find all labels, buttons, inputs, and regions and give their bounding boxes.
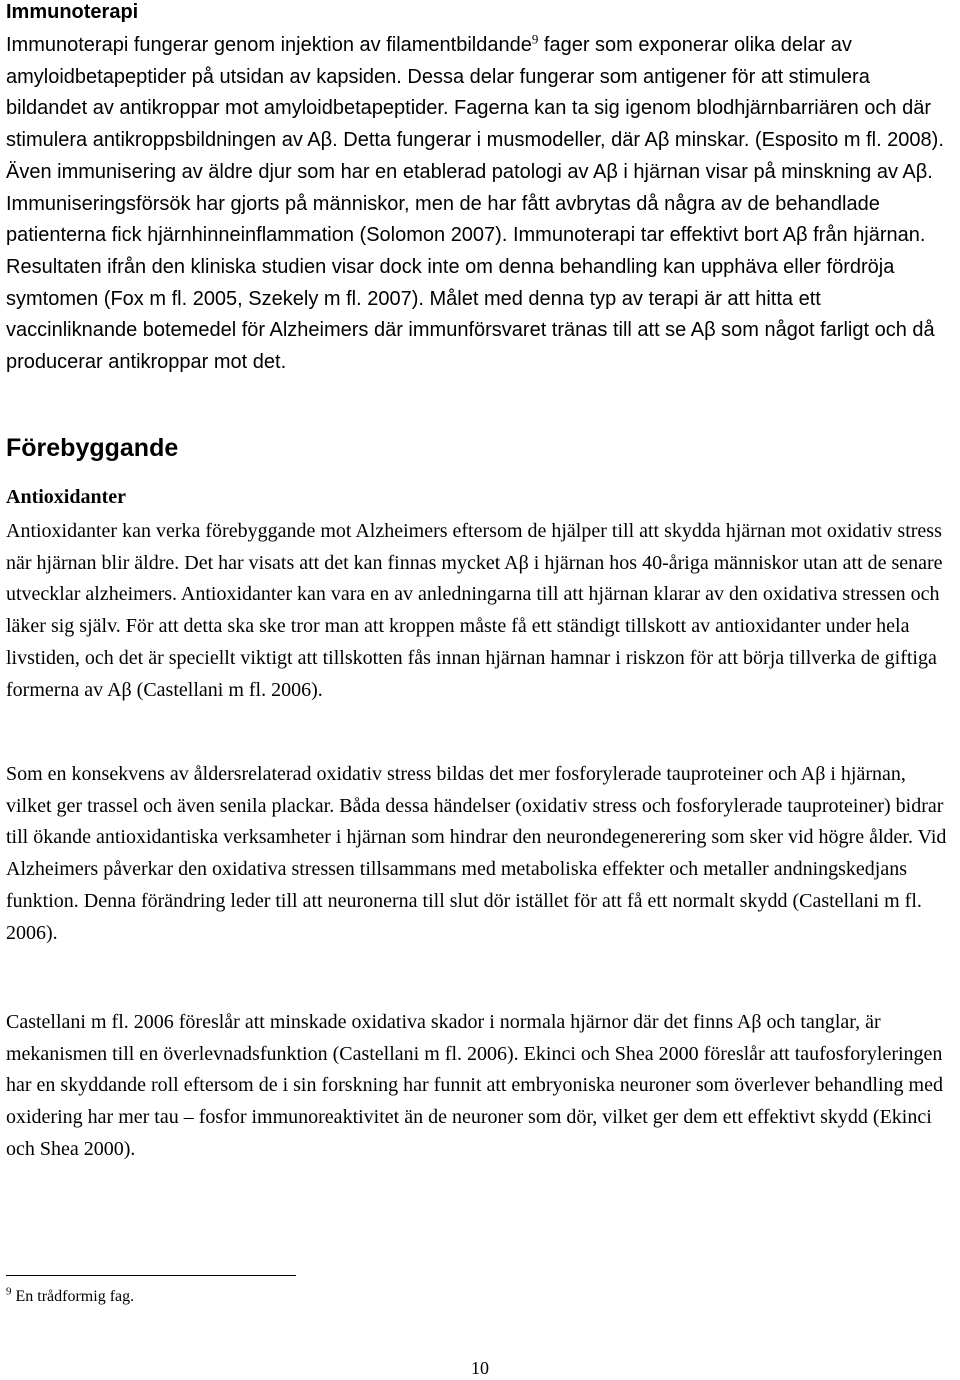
paragraph-immunoterapi — [6, 30, 954, 379]
footnote-separator — [6, 1275, 296, 1276]
section-heading-immunoterapi: Immunoterapi — [6, 1, 139, 23]
paragraph-antioxidanter-1: Antioxidanter kan verka förebyggande mot Alzheimers eftersom de hjälper till att skydda hjärnan mot oxidativ stress när hjärnan blir äldre. Det har visats att det kan finnas mycket Aβ i hjärnan hos 40-åriga människor utan att de senare utvecklar alzheimers. Antioxidanter kan vara en av anledningarna till att hjärnan klarar av den oxidativa stressen och läker sig själv. För att detta ska ske tror man att kroppen måste få ett ständigt tillskott av antioxidanter under hela livstiden, och det är speciellt viktigt att tillskotten fås innan hjärnan hamnar i riskzon för att börja tillverka de giftiga formerna av Aβ (Castellani m fl. 2006). — [6, 520, 943, 701]
footnote-reference: 9 — [531, 31, 539, 47]
footnote-number: 9 — [6, 1285, 12, 1298]
paragraph-text: Immunoterapi fungerar genom injektion av filamentbildande — [6, 34, 532, 56]
subsection-heading-antioxidanter: Antioxidanter — [6, 486, 126, 508]
paragraph-text: fager som exponerar olika delar av amyloidbetapeptider på utsidan av kapsiden. Dessa delar fungerar som antigener för att stimulera bildandet av antikroppar mot amyloidbetapeptider. Fagerna kan ta sig igenom blodhjärnbarriären och där stimulera antikroppsbildningen av Aβ. Detta fungerar i musmodeller, där Aβ minskar. (Esposito m fl. 2008). Även immunisering av äldre djur som har en etablerad patologi av Aβ i hjärnan visar på minskning av Aβ. Immuniseringsförsök har gjorts på människor, men de har fått avbrytas då några av de behandlade patienterna fick hjärnhinneinflammation (Solomon 2007). Immunoterapi tar effektivt bort Aβ från hjärnan. Resultaten ifrån den kliniska studien visar dock inte om denna behandling kan upphäva eller fördröja symtomen (Fox m fl. 2005, Szekely m fl. 2007). Målet med denna typ av terapi är att hitta ett vaccinliknande botemedel för Alzheimers där immunförsvaret tränas till att se Aβ som något farligt och då producerar antikroppar mot det. — [6, 34, 944, 374]
paragraph-antioxidanter-3: Castellani m fl. 2006 föreslår att minskade oxidativa skador i normala hjärnor där det finns Aβ och tanglar, är mekanismen till en överlevnadsfunktion (Castellani m fl. 2006). Ekinci och Shea 2000 föreslår att taufosforyleringen har en skyddande roll eftersom de i sin forskning har funnit att embryoniska neuroner som överlever behandling med oxidering har mer tau – fosfor immunoreaktivitet än de neuroner som dör, vilket ger dem ett effektivt skydd (Ekinci och Shea 2000). — [6, 1011, 943, 1160]
footnote — [6, 1287, 134, 1307]
footnote-text: En trådformig fag. — [11, 1288, 135, 1305]
section-heading-forebyggande: Förebyggande — [6, 434, 179, 462]
paragraph-antioxidanter-2: Som en konsekvens av åldersrelaterad oxidativ stress bildas det mer fosforylerade tauproteiner och Aβ i hjärnan, vilket ger trassel och även senila plackar. Båda dessa händelser (oxidativ stress och fosforylerade tauproteiner) bidrar till ökande antioxidantiska verksamheter i hjärnan som hindrar den neurondegenerering som sker vid högre ålder. Vid Alzheimers påverkar den oxidativa stressen tillsammans med metaboliska effekter och metaller andningskedjans funktion. Denna förändring leder till att neuronerna till slut dör istället för att få ett normalt skydd (Castellani m fl. 2006). — [6, 763, 947, 944]
page-number: 10 — [471, 1358, 489, 1378]
